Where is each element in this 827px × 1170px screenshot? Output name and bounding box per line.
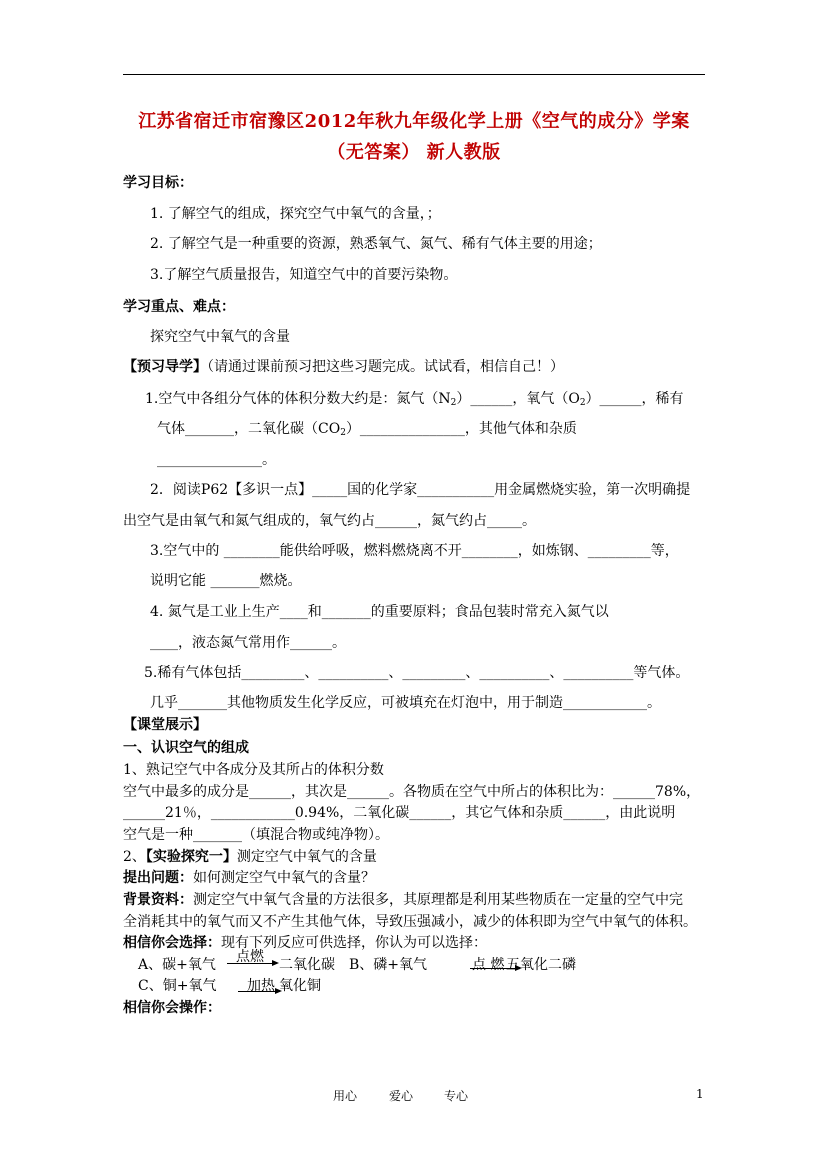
header-rule: [123, 74, 705, 75]
goal-item: 3.了解空气质量报告，知道空气中的首要污染物。: [150, 267, 458, 283]
preview-heading-line: [123, 356, 564, 376]
reaction-a-product: 二氧化碳: [279, 957, 335, 973]
keypoints-text: 探究空气中氧气的含量: [150, 329, 290, 345]
question-1-line-1: [145, 388, 684, 408]
choose-label: 相信你会选择：: [123, 935, 221, 951]
question-4-line-2: ____，液态氮气常用作______。: [150, 635, 346, 651]
background-line-2: 全消耗其中的氧气而又不产生其他气体，导致压强减小，减少的体积即为空气中氧气的体积。: [123, 914, 697, 930]
choose-text: 现有下列反应可供选择，你认为可以选择：: [221, 935, 487, 951]
reaction-b-product: 五氧化二磷: [506, 957, 576, 973]
question-text: 如何测定空气中氧气的含量？: [193, 870, 375, 886]
subscript: 2: [450, 398, 457, 408]
text-run: 测定空气中氧气的含量: [236, 849, 377, 865]
background-text: 测定空气中氧气含量的方法很多，其原理都是利用某些物质在一定量的空气中完: [193, 892, 683, 908]
reaction-b-reactants: B、磷+氧气: [349, 957, 428, 973]
classroom-heading: 【课堂展示】: [123, 717, 207, 733]
question-4-line-1: 4. 氮气是工业上生产____和_______的重要原料；食品包装时常充入氮气以: [150, 604, 609, 620]
question-3-line-2: 说明它能 _______燃烧。: [150, 573, 302, 589]
reaction-b-arrow: [470, 968, 520, 969]
preview-intro: （请通过课前预习把这些习题完成。试试看，相信自己！）: [207, 359, 564, 375]
section-2-heading-line: [123, 846, 377, 866]
document-title: 江苏省宿迁市宿豫区2012年秋九年级化学上册《空气的成分》学案: [138, 111, 690, 132]
question-2-line-1: 2．阅读P62【多识一点】_____国的化学家___________用金属燃烧实验，第一次明确提: [150, 482, 691, 498]
section-1-text: 空气中最多的成分是______，其次是______。各物质在空气中所占的体积比为：______78%，: [123, 784, 701, 800]
page-number: 1: [696, 1087, 704, 1101]
text-run: 2、: [123, 849, 146, 865]
text-run: ）______，稀有: [585, 391, 684, 407]
reaction-a-condition: 点燃: [236, 949, 264, 965]
footer-motto-1: 用心: [333, 1089, 358, 1103]
reaction-c-arrow: [238, 991, 280, 992]
document-subtitle: （无答案） 新人教版: [327, 142, 501, 163]
question-line: [123, 867, 375, 887]
reaction-c-product: 氧化铜: [279, 978, 321, 994]
goal-item: 2. 了解空气是一种重要的资源，熟悉氧气、氮气、稀有气体主要的用途；: [150, 236, 602, 252]
question-1-line-2: [157, 418, 577, 438]
question-2-line-2: 出空气是由氧气和氮气组成的，氧气约占______，氮气约占_____。: [123, 513, 536, 529]
reaction-a-reactants: A、碳+氧气: [138, 957, 216, 973]
question-label: 提出问题：: [123, 870, 193, 886]
goals-heading: 学习目标：: [123, 175, 193, 191]
footer-motto-3: 专心: [444, 1089, 469, 1103]
question-5-line-1: 5.稀有气体包括_________、__________、_________、__________、__________等气体。: [144, 665, 690, 681]
question-1-line-3: _______________。: [157, 452, 276, 468]
reaction-b-condition: 点 燃: [472, 957, 505, 973]
keypoints-heading: 学习重点、难点：: [123, 299, 235, 315]
question-5-line-2: 几乎_______其他物质发生化学反应，可被填充在灯泡中，用于制造____________。: [150, 695, 661, 711]
goal-item: 1. 了解空气的组成，探究空气中氧气的含量，；: [150, 206, 441, 222]
background-line-1: [123, 889, 683, 909]
section-1-text: ______21％，____________0.94%，二氧化碳______，其它气体和杂质______，由此说明: [123, 805, 676, 821]
experiment-label: 【实验探究一】: [145, 849, 237, 865]
reaction-c-condition: 加热: [247, 978, 275, 994]
section-1-item: 1、熟记空气中各成分及其所占的体积分数: [123, 762, 384, 778]
text-run: 1.空气中各组分气体的体积分数大约是：氮气（N: [145, 391, 451, 407]
section-1-heading: 一、认识空气的组成: [123, 740, 249, 756]
question-3-line-1: 3.空气中的 ________能供给呼吸，燃料燃烧离不开________，如炼钢、_________等，: [150, 543, 679, 559]
preview-heading: 【预习导学】: [123, 359, 207, 375]
text-run: ）_______________，其他气体和杂质: [345, 421, 577, 437]
text-run: ）______，氧气（O: [456, 391, 580, 407]
section-1-text: 空气是一种_______（填混合物或纯净物）。: [123, 827, 389, 843]
reaction-a-arrow: [227, 963, 277, 964]
footer-motto-2: 爱心: [389, 1089, 414, 1103]
background-label: 背景资料：: [123, 892, 193, 908]
operate-label: 相信你会操作：: [123, 1000, 221, 1016]
subscript: 2: [340, 428, 346, 438]
reaction-c-reactants: C、铜+氧气: [138, 978, 217, 994]
subscript: 2: [579, 398, 586, 408]
choose-line: [123, 932, 487, 952]
text-run: 气体_______，二氧化碳（CO: [157, 421, 341, 437]
